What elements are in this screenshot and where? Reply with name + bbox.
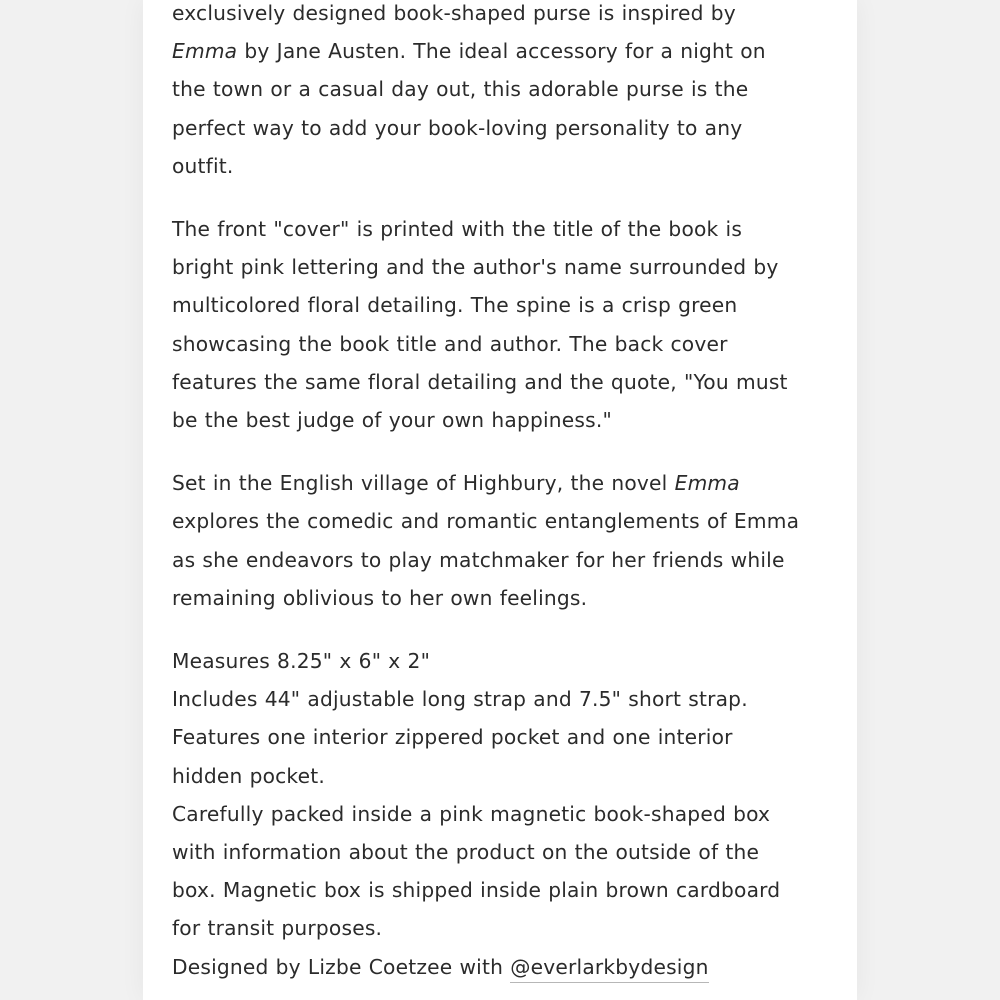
text-line: showcasing the book title and author. The back cover: [172, 331, 728, 356]
text-line: perfect way to add your book-loving personality to any: [172, 115, 743, 140]
spec-line: with information about the product on the outside of the: [172, 840, 760, 865]
text-line: The front "cover" is printed with the title of the book is: [172, 217, 743, 242]
spec-line: Carefully packed inside a pink magnetic book-shaped box: [172, 801, 771, 826]
credit-text: Designed by Lizbe Coetzee with: [172, 954, 504, 979]
description-paragraph-1: [172, 0, 847, 185]
book-title: Emma: [172, 39, 238, 64]
text-line: [172, 32, 847, 70]
description-card: [143, 0, 857, 1000]
book-title: Emma: [674, 471, 740, 496]
text-line: be the best judge of your own happiness.": [172, 408, 612, 433]
text-line: features the same floral detailing and the quote, "You must: [172, 369, 788, 394]
text-line: as she endeavors to play matchmaker for her friends while: [172, 547, 785, 572]
text-line: the town or a casual day out, this adorable purse is the: [172, 77, 749, 102]
designer-handle-link[interactable]: @everlarkbydesign: [510, 955, 708, 983]
text-fragment: Set in the English village of Highbury, the novel: [172, 471, 668, 496]
description-paragraph-3: [172, 464, 847, 617]
product-description: [172, 0, 847, 1000]
spec-line: hidden pocket.: [172, 763, 325, 788]
spec-line: Measures 8.25" x 6" x 2": [172, 649, 431, 674]
spec-line: Includes 44" adjustable long strap and 7.5" short strap.: [172, 687, 748, 712]
text-line: [172, 464, 847, 502]
spec-line: box. Magnetic box is shipped inside plain brown cardboard: [172, 878, 781, 903]
text-line: outfit.: [172, 153, 234, 178]
text-line: explores the comedic and romantic entanglements of Emma: [172, 509, 800, 534]
text-line: multicolored floral detailing. The spine is a crisp green: [172, 293, 738, 318]
text-line: remaining oblivious to her own feelings.: [172, 585, 588, 610]
designer-credit: [172, 948, 847, 986]
spec-line: Features one interior zippered pocket and one interior: [172, 725, 733, 750]
product-specs: [172, 642, 847, 986]
spec-line: for transit purposes.: [172, 916, 383, 941]
description-paragraph-2: [172, 210, 847, 439]
text-line: exclusively designed book-shaped purse is inspired by: [172, 1, 736, 25]
text-line: bright pink lettering and the author's name surrounded by: [172, 255, 779, 280]
text-fragment: by Jane Austen. The ideal accessory for a night on: [244, 39, 766, 64]
